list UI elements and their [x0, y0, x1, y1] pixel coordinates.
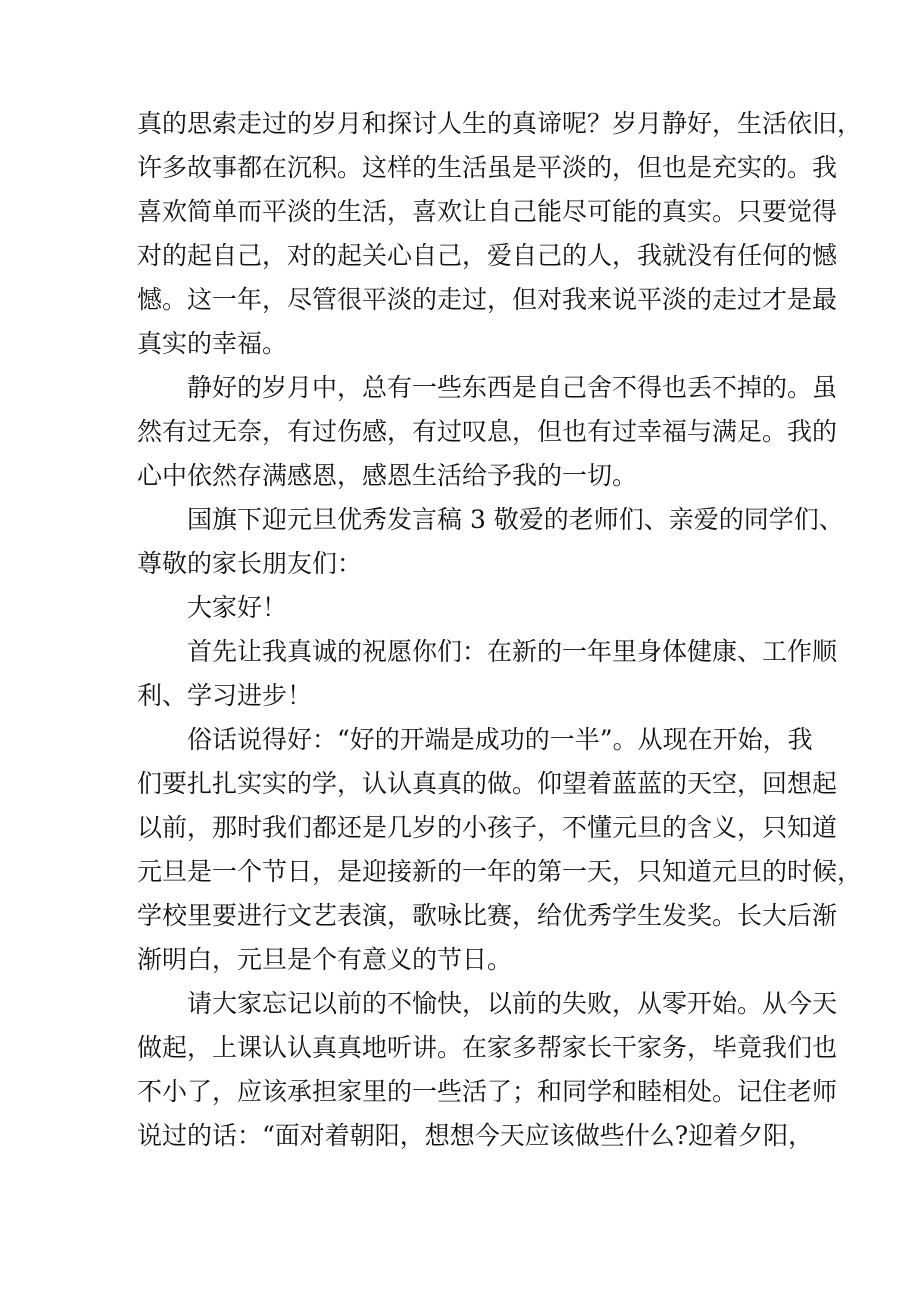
text-line: 们要扎扎实实的学，认认真真的做。仰望着蓝蓝的天空，回想起 [137, 769, 838, 798]
text-line: 然有过无奈，有过伤感，有过叹息，但也有过幸福与满足。我的 [137, 417, 838, 446]
greeting-line: 大家好！ [187, 593, 288, 622]
text-line: 憾。这一年，尽管很平淡的走过，但对我来说平淡的走过才是最 [137, 285, 838, 314]
text-line: 真的思索走过的岁月和探讨人生的真谛呢？岁月静好，生活依旧， [137, 109, 863, 138]
text-line: 尊敬的家长朋友们： [137, 549, 363, 578]
text-line: 以前，那时我们都还是几岁的小孩子，不懂元旦的含义，只知道 [137, 813, 838, 842]
text-line: 首先让我真诚的祝愿你们：在新的一年里身体健康、工作顺 [187, 637, 838, 666]
text-line: 静好的岁月中，总有一些东西是自己舍不得也丢不掉的。虽 [187, 373, 838, 402]
text-line: 心中依然存满感恩，感恩生活给予我的一切。 [137, 461, 638, 490]
text-line: 许多故事都在沉积。这样的生活虽是平淡的，但也是充实的。我 [137, 153, 838, 182]
text-line: 国旗下迎元旦优秀发言稿 3 敬爱的老师们、亲爱的同学们、 [187, 505, 844, 534]
text-line: 不小了，应该承担家里的一些活了；和同学和睦相处。记住老师 [137, 1077, 838, 1106]
text-line: 真实的幸福。 [137, 329, 288, 358]
document-body [137, 102, 863, 1158]
text-line: 元旦是一个节日，是迎接新的一年的第一天，只知道元旦的时候， [137, 857, 863, 886]
text-line: 利、学习进步！ [137, 681, 313, 710]
text-line: 俗话说得好：“好的开端是成功的一半”。从现在开始，我 [187, 725, 813, 754]
text-line: 做起，上课认认真真地听讲。在家多帮家长干家务，毕竟我们也 [137, 1033, 838, 1062]
text-line: 渐明白，元旦是个有意义的节日。 [137, 945, 513, 974]
text-line: 对的起自己，对的起关心自己，爱自己的人，我就没有任何的憾 [137, 241, 838, 270]
text-line: 说过的话：“面对着朝阳，想想今天应该做些什么?迎着夕阳， [137, 1121, 814, 1150]
text-line: 喜欢简单而平淡的生活，喜欢让自己能尽可能的真实。只要觉得 [137, 197, 838, 226]
text-line: 请大家忘记以前的不愉快，以前的失败，从零开始。从今天 [187, 989, 838, 1018]
text-line: 学校里要进行文艺表演，歌咏比赛，给优秀学生发奖。长大后渐 [137, 901, 838, 930]
